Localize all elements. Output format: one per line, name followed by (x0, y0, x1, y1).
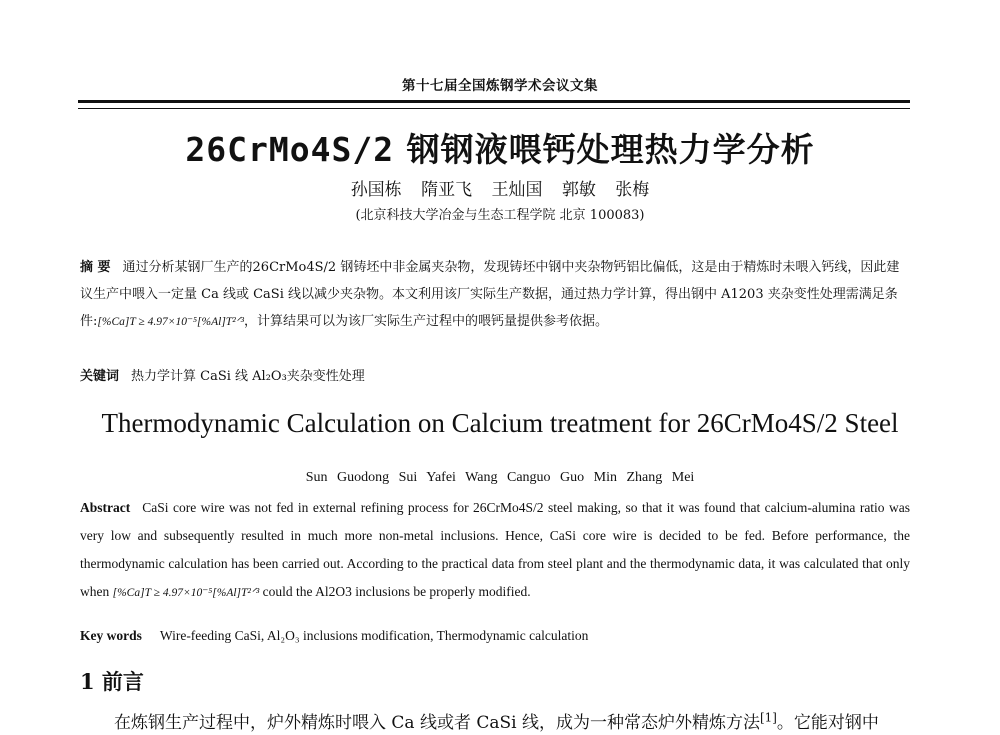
title-steel-grade: 26CrMo4S/2 (185, 130, 395, 169)
authors-cn: 孙国栋 隋亚飞 王灿国 郭敏 张梅 (350, 180, 650, 200)
citation-ref: [1] (759, 710, 777, 725)
section-heading: 1 前言 (80, 669, 144, 694)
section-body-text: 在炼钢生产过程中，炉外精炼时喂入 Ca 线或者 CaSi 线，成为一种常态炉外精炼方法 (114, 713, 760, 733)
keywords-en-label: Key words (80, 628, 142, 643)
keywords-cn-items: 热力学计算 CaSi 线 Al₂O₃夹杂变性处理 (131, 369, 365, 384)
paper-title-en: Thermodynamic Calculation on Calcium treatment for 26CrMo4S/2 Steel (101, 408, 899, 438)
running-header: 第十七届全国炼钢学术会议文集 (402, 78, 598, 94)
section-body (80, 708, 910, 733)
title-cn-text: 钢钢液喂钙处理热力学分析 (406, 130, 815, 169)
header-rule-thin (78, 108, 910, 109)
abstract-en-label: Abstract (80, 500, 131, 515)
abstract-cn-part1: 通过分析某钢厂生产的26CrMo4S/2 钢铸坯中非金属夹杂物，发现铸坯中钢中夹杂物钙铝比偏低，这是由于精炼时未喂入钙线，因此建议生产中喂入一定量 Ca 线或 CaSi 线以减少夹杂物。本文利用该厂实际生产数据，通过热力学计算，得出钢中 A1203 夹杂变性处理需满足条件: (80, 260, 900, 329)
abstract-cn-formula: [%Ca]T ≥ 4.97×10⁻⁵[%Al]T²ᐟ³ (97, 316, 244, 328)
abstract-cn-part2: ，计算结果可以为该厂实际生产过程中的喂钙量提供参考依据。 (243, 314, 608, 329)
authors-en: Sun Guodong Sui Yafei Wang Canguo Guo Min Zhang Mei (305, 470, 695, 485)
keywords-cn-label: 关键词 (80, 369, 120, 384)
abstract-en-part2: could the Al2O3 inclusions be properly modified. (262, 584, 531, 599)
abstract-cn (80, 254, 910, 336)
keywords-en (80, 628, 910, 644)
abstract-en-part1: CaSi core wire was not fed in external refining process for 26CrMo4S/2 steel making, so that it was found that calcium-alumina ratio was very low and subsequently resulted in much more non-metal inclusions. Hence, CaSi core wire is decided to be fed. Before performance, the thermodynamic calculation has been carried out. According to the practical data from steel plant and the thermodynamic data, it was calculated that only when (80, 500, 910, 599)
paper-title-cn (0, 124, 1000, 171)
abstract-en (80, 494, 910, 607)
header-rule-thick (78, 100, 910, 103)
keywords-en-items: Wire-feeding CaSi, Al₂O₃ inclusions modification, Thermodynamic calculation (159, 628, 589, 643)
abstract-cn-label: 摘 要 (80, 260, 111, 275)
affiliation-cn: (北京科技大学冶金与生态工程学院 北京 100083) (355, 208, 645, 223)
section-body-after: 。它能对钢中 (776, 713, 879, 733)
abstract-en-formula: [%Ca]T ≥ 4.97×10⁻⁵[%Al]T²ᐟ³ (112, 587, 260, 599)
keywords-cn (80, 363, 910, 390)
